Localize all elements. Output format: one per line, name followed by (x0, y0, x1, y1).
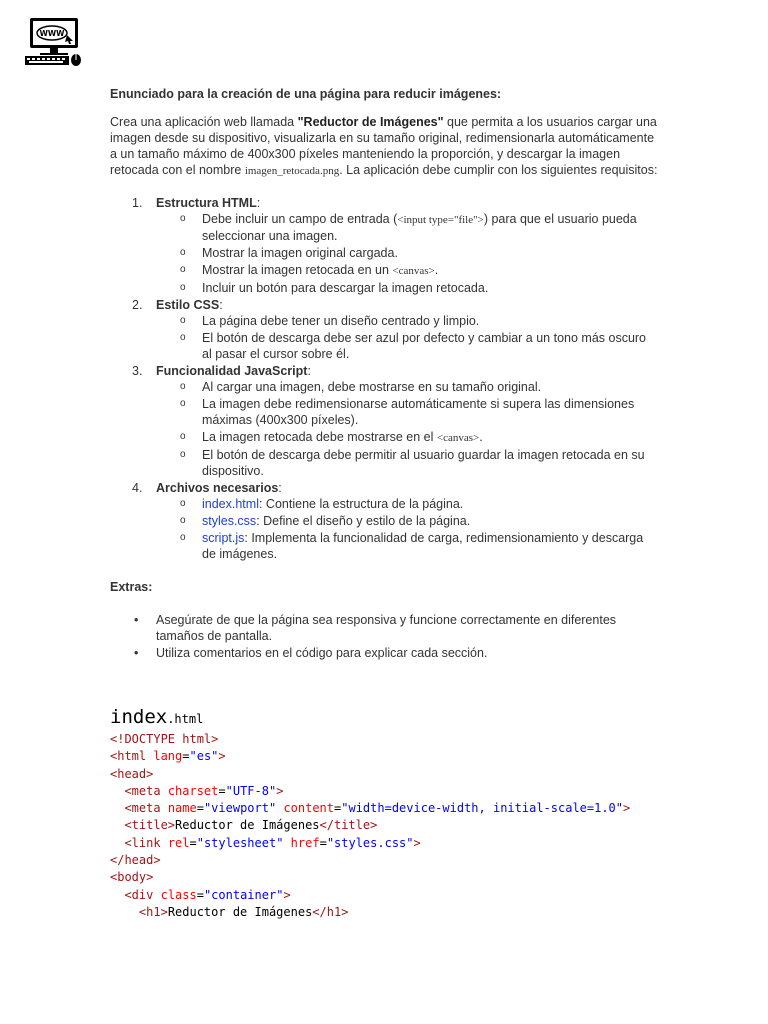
code-token (110, 801, 124, 815)
code-token: rel (167, 835, 190, 850)
logo (24, 16, 84, 66)
code-token: = (334, 801, 342, 816)
requirement-item (110, 297, 658, 362)
code-token: href (290, 835, 320, 850)
code-token (161, 801, 168, 815)
circle-bullet-icon: o (180, 247, 186, 258)
code-title-name: index (110, 706, 168, 728)
subitem-text: El botón de descarga debe ser azul por defecto y cambiar a un tono más oscuro al pasar el cursor sobre él. (202, 331, 647, 361)
code-token: <link (124, 835, 161, 850)
code-token: "stylesheet" (196, 835, 284, 850)
code-token: <!DOCTYPE html> (110, 732, 219, 746)
requirement-number: 4. (132, 481, 143, 495)
requirement-title: Estilo CSS (156, 298, 220, 312)
code-block (110, 731, 630, 921)
extras-item (110, 645, 658, 661)
inline-code: <canvas> (392, 265, 435, 277)
requirement-item (110, 195, 658, 296)
code-token (110, 836, 124, 850)
code-token: Reductor de Imágenes (175, 818, 320, 833)
requirement-subitems (156, 211, 658, 296)
code-token: "container" (203, 887, 284, 902)
requirement-title: Archivos necesarios (156, 481, 279, 495)
requirement-subitem (156, 429, 658, 446)
code-token (110, 818, 124, 832)
inline-code: <input type="file"> (397, 214, 484, 226)
code-title (110, 706, 203, 728)
subitem-text: : Contiene la estructura de la página. (258, 497, 464, 511)
subitem-text: La imagen debe redimensionarse automáticamente si supera las dimensiones máximas (400x300 píxeles). (202, 397, 635, 427)
requirement-subitem (156, 396, 658, 428)
code-token (110, 905, 139, 919)
subitem-text: : Define el diseño y estilo de la página. (256, 514, 471, 528)
code-token: Reductor de Imágenes (167, 904, 313, 919)
requirement-number: 3. (132, 364, 143, 378)
code-token: content (283, 801, 335, 816)
requirement-subitem (156, 530, 658, 562)
code-token: "viewport" (203, 801, 277, 816)
code-token: "styles.css" (326, 835, 414, 850)
requirement-colon: : (307, 364, 311, 378)
code-token: <head> (110, 766, 154, 781)
file-link[interactable]: styles.css (202, 514, 257, 528)
circle-bullet-icon: o (180, 498, 186, 509)
code-line (110, 904, 630, 921)
circle-bullet-icon: o (180, 449, 186, 460)
extras-list (110, 612, 658, 661)
bullet-icon: • (134, 646, 139, 660)
requirement-subitem (156, 280, 658, 296)
code-line (110, 748, 630, 765)
circle-bullet-icon: o (180, 431, 186, 442)
code-token (283, 836, 290, 850)
requirement-subitem (156, 262, 658, 279)
code-token: class (160, 887, 197, 902)
code-line (110, 887, 630, 904)
requirement-subitems (156, 379, 658, 479)
requirement-colon: : (278, 481, 282, 495)
requirement-number: 1. (132, 196, 143, 210)
circle-bullet-icon: o (180, 282, 186, 293)
subitem-text: . (434, 263, 439, 277)
code-token (110, 784, 124, 798)
subitem-text: . (479, 430, 483, 444)
code-token (161, 836, 168, 850)
requirement-subitem (156, 379, 658, 395)
computer-www-icon (24, 16, 84, 66)
code-token: </title> (319, 818, 378, 833)
code-token: <html (110, 749, 147, 764)
app-name: "Reductor de Imágenes" (297, 115, 444, 129)
code-token: </h1> (312, 904, 349, 919)
requirement-subitem (156, 313, 658, 329)
intro-text: Crea una aplicación web llamada (110, 115, 298, 129)
circle-bullet-icon: o (180, 532, 186, 543)
subitem-text: ) para que el usuario pueda seleccionar una imagen. (202, 212, 637, 243)
code-token: = (319, 835, 327, 850)
code-token: = (182, 749, 190, 764)
code-token (110, 888, 124, 902)
circle-bullet-icon: o (180, 515, 186, 526)
extras-text: Utiliza comentarios en el código para explicar cada sección. (156, 646, 488, 660)
code-line (110, 817, 630, 834)
code-token: > (413, 835, 421, 850)
document-heading: Enunciado para la creación de una página para reducir imágenes: (110, 87, 502, 101)
subitem-text: Mostrar la imagen original cargada. (202, 246, 398, 260)
intro-paragraph (110, 114, 658, 179)
requirement-item (110, 480, 658, 562)
subitem-text: Incluir un botón para descargar la imagen retocada. (202, 281, 489, 295)
code-token: </head> (110, 853, 161, 868)
code-line (110, 835, 630, 852)
requirement-number: 2. (132, 298, 143, 312)
requirement-subitem (156, 245, 658, 261)
requirement-colon: : (256, 196, 261, 210)
code-token: = (196, 887, 204, 902)
intro-text: . La aplicación debe cumplir con los siguientes requisitos: (339, 163, 658, 177)
extras-title: Extras: (110, 580, 153, 594)
code-token: <body> (110, 870, 154, 885)
circle-bullet-icon: o (180, 398, 186, 409)
file-link[interactable]: index.html (202, 497, 259, 511)
code-line (110, 869, 630, 886)
code-token: "UTF-8" (225, 783, 277, 798)
code-token: <meta (124, 801, 161, 816)
requirement-title: Funcionalidad JavaScript (156, 364, 308, 378)
circle-bullet-icon: o (180, 381, 186, 392)
subitem-text: Mostrar la imagen retocada en un (202, 263, 393, 277)
requirement-subitem (156, 447, 658, 479)
requirement-subitem (156, 330, 658, 362)
circle-bullet-icon: o (180, 264, 186, 275)
code-token: charset (167, 783, 219, 798)
extras-item (110, 612, 658, 644)
code-token: <div (124, 887, 154, 902)
subitem-text: La imagen retocada debe mostrarse en el (202, 430, 437, 444)
code-line (110, 852, 630, 869)
extras-text: Asegúrate de que la página sea responsiva y funcione correctamente en diferentes tamaños de pantalla. (156, 613, 617, 643)
logo-text: WWW (39, 29, 65, 38)
code-token: = (196, 801, 204, 816)
code-token: > (623, 801, 631, 816)
code-token: > (276, 783, 284, 798)
circle-bullet-icon: o (180, 213, 186, 224)
subitem-text: Debe incluir un campo de entrada ( (202, 212, 398, 226)
requirement-subitems (156, 313, 658, 362)
requirement-subitem (156, 513, 658, 529)
requirement-colon: : (219, 298, 223, 312)
subitem-text: La página debe tener un diseño centrado y limpio. (202, 314, 480, 328)
subitem-text: Al cargar una imagen, debe mostrarse en su tamaño original. (202, 380, 542, 394)
code-token (161, 784, 168, 798)
requirement-title: Estructura HTML (156, 196, 257, 210)
code-token: > (283, 887, 291, 902)
inline-code: <canvas> (436, 432, 480, 444)
circle-bullet-icon: o (180, 332, 186, 343)
intro-text: que permita a los usuarios cargar una imagen desde su dispositivo, visualizarla en su tamaño original, redimensionarla automáticamente a un tamaño máximo de 400x300 píxeles manteniendo la proporción, y descargar la imagen retocada con el nombre (110, 115, 657, 177)
code-title-ext: .html (167, 712, 204, 726)
filename: imagen_retocada.png (244, 165, 340, 177)
code-line (110, 800, 630, 817)
requirement-subitem (156, 211, 658, 244)
code-token: <h1> (138, 904, 168, 919)
bullet-icon: • (134, 613, 139, 627)
subitem-text: : Implementa la funcionalidad de carga, redimensionamiento y descarga de imágenes. (202, 531, 644, 561)
requirement-subitem (156, 496, 658, 512)
code-line (110, 731, 630, 748)
code-line (110, 766, 630, 783)
code-token: name (167, 801, 197, 816)
code-token: "es" (189, 749, 219, 764)
document-body (110, 86, 658, 662)
code-token (153, 888, 160, 902)
code-token: > (218, 749, 226, 764)
requirement-subitems (156, 496, 658, 562)
requirements-list (110, 195, 658, 562)
code-token: lang (153, 749, 183, 764)
circle-bullet-icon: o (180, 315, 186, 326)
requirement-item (110, 363, 658, 479)
code-token: = (189, 835, 197, 850)
code-token: "width=device-width, initial-scale=1.0" (341, 801, 624, 816)
code-token: = (218, 783, 226, 798)
file-link[interactable]: script.js (202, 531, 245, 545)
code-line (110, 783, 630, 800)
code-token: <meta (124, 783, 161, 798)
subitem-text: El botón de descarga debe permitir al usuario guardar la imagen retocada en su dispositivo. (202, 448, 645, 478)
code-token: <title> (124, 818, 176, 833)
